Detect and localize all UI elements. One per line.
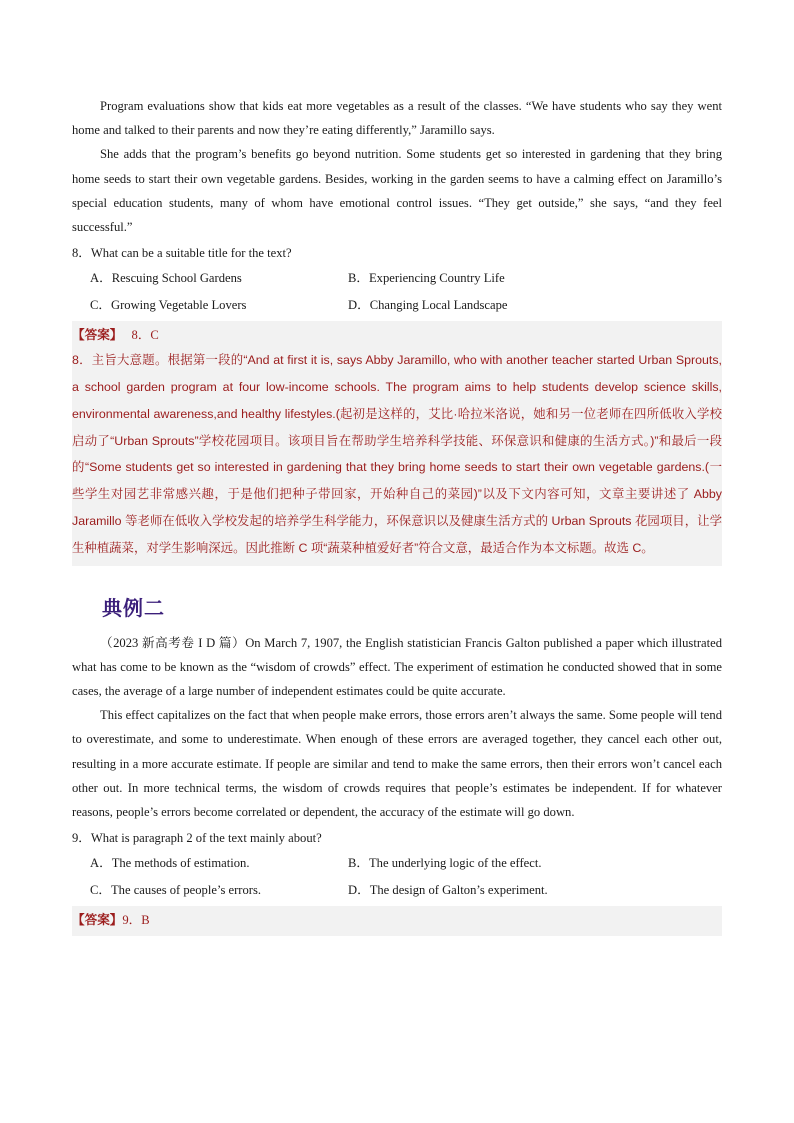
question-8-options xyxy=(72,265,722,319)
q8-answer-label: 【答案】 xyxy=(72,328,123,343)
q9-option-d: D．The design of Galton’s experiment. xyxy=(348,883,548,898)
q9-answer-label: 【答案】 xyxy=(72,913,123,928)
q8-option-b: B．Experiencing Country Life xyxy=(348,271,505,286)
q8-explanation: 8．主旨大意题。根据第一段的“And at first it is, says Abby Jaramillo, who with another teacher started Urban Sprouts, a school garden program at four low-income schools. The program aims to help students develop science skills, environmental awareness,and healthy lifestyles.(起初是这样的，艾比·哈拉米洛说，她和另一位老师在四所低收入学校启动了“Urban Sprouts”学校花园项目。该项目旨在帮助学生培养科学技能、环保意识和健康的生活方式。)”和最后一段的“Some students get so interested in gardening that they bring home seeds to start their own vegetable gardens.(一些学生对园艺非常感兴趣，于是他们把种子带回家，开始种自己的菜园)”以及下文内容可知，文章主要讲述了 Abby Jaramillo 等老师在低收入学校发起的培养学生科学能力，环保意识以及健康生活方式的 Urban Sprouts 花园项目，让学生种植蔬菜，对学生影响深远。因此推断 C 项“蔬菜种植爱好者”符合文意，最适合作为本文标题。故选 C。 xyxy=(72,353,722,555)
passage1-paragraph-1: Program evaluations show that kids eat more vegetables as a result of the classes. “We have students who say they went home and talked to their parents and now they’re eating differently,” Jaramillo says. xyxy=(72,99,722,138)
q9-answer-value: 9．B xyxy=(122,913,150,928)
passage2-paragraph-1: （2023 新高考卷 I D 篇）On March 7, 1907, the English statistician Francis Galton published a paper which illustrated what has come to be known as the “wisdom of crowds” effect. The experiment of estimation he conducted showed that in some cases, the average of a large number of independent estimates could be quite accurate. xyxy=(72,635,722,698)
question-8: 8．What can be a suitable title for the text? xyxy=(72,246,292,261)
q8-option-c: C．Growing Vegetable Lovers xyxy=(90,298,247,313)
section-heading: 典例二 xyxy=(102,595,165,620)
q8-answer-box xyxy=(72,321,722,565)
passage1-paragraph-2: She adds that the program’s benefits go beyond nutrition. Some students get so interested in gardening that they bring home seeds to start their own vegetable gardens. Besides, working in the garden seems to have a calming effect on Jaramillo’s special education students, many of whom have emotional control issues. “They get outside,” she says, “and they feel successful.” xyxy=(72,147,722,235)
question-9-options xyxy=(72,850,722,904)
question-9: 9．What is paragraph 2 of the text mainly about? xyxy=(72,831,322,846)
q8-answer-line xyxy=(72,323,722,347)
document-content xyxy=(72,94,722,936)
q9-option-a: A．The methods of estimation. xyxy=(90,856,250,871)
q9-answer-line xyxy=(72,908,722,932)
q9-option-c: C．The causes of people’s errors. xyxy=(90,883,262,898)
q9-option-b: B．The underlying logic of the effect. xyxy=(348,856,542,871)
q8-option-d: D．Changing Local Landscape xyxy=(348,298,508,313)
passage2-paragraph-2: This effect capitalizes on the fact that when people make errors, those errors aren’t always the same. Some people will tend to overestimate, and some to underestimate. When enough of these errors are averaged together, they cancel each other out, resulting in a more accurate estimate. If people are similar and tend to make the same errors, then their errors won’t cancel each other out. In more technical terms, the wisdom of crowds requires that people’s estimates be independent. If for whatever reasons, people’s errors become correlated or dependent, the accuracy of the estimate will go down. xyxy=(72,708,722,820)
q8-option-a: A．Rescuing School Gardens xyxy=(90,271,242,286)
q8-answer-value: 8．C xyxy=(131,328,159,343)
q9-answer-box xyxy=(72,906,722,936)
